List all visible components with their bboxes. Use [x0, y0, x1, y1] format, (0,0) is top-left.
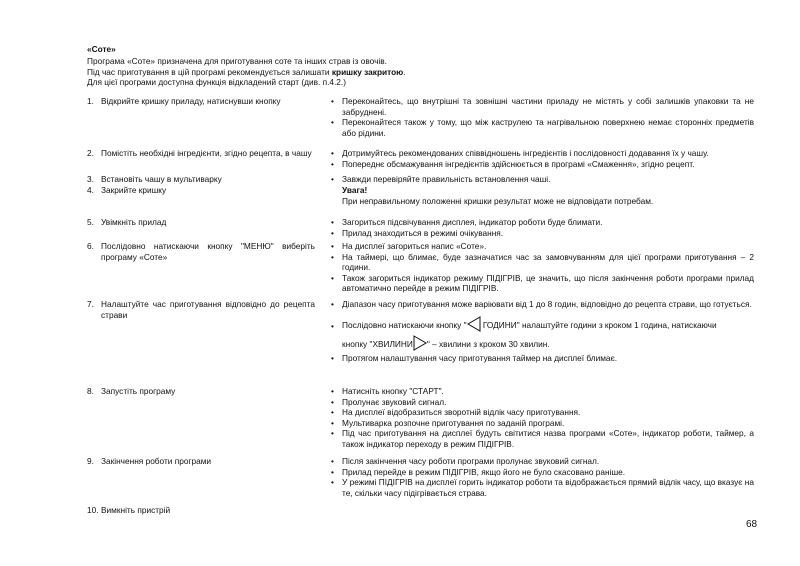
- list-item: • Пролунає звуковий сигнал.: [331, 397, 754, 408]
- step-text: Помістіть необхідні інгредієнти, згідно рецепта, в чашу: [101, 148, 312, 158]
- intro-paragraph: [87, 56, 747, 88]
- step-number: 6.: [87, 241, 94, 251]
- steps-table: [87, 96, 752, 517]
- list-item: • Прилад перейде в режим ПІДІГРІВ, якщо його не було скасовано раніше.: [331, 467, 754, 478]
- step-number: 1.: [87, 96, 94, 106]
- list-item: • Переконайтеся також у тому, що між каструлею та нагрівальною поверхнею немає сторонніх предметів або рідини.: [331, 117, 754, 138]
- step-number: 2.: [87, 148, 94, 158]
- step-row-8: [87, 386, 752, 456]
- list-item: • Після закінчення часу роботи програми пролунає звуковий сигнал.: [331, 456, 754, 467]
- step-row-5: [87, 217, 752, 241]
- step-text: Налаштуйте час приготування відповідно до рецепта страви: [101, 299, 315, 320]
- intro-line-2: [87, 67, 747, 78]
- step-text: Відкрийте кришку приладу, натиснувши кнопку: [101, 96, 281, 106]
- intro-line-2-bold: кришку закритою: [331, 66, 404, 77]
- step-text: Закінчення роботи програми: [101, 456, 212, 466]
- list-item: • Під час приготування на дисплеї будуть світитися назва програми «Соте», індикатор роботи, таймер, а також індикатор переходу в режим ПІДІГРІВ.: [331, 428, 754, 449]
- step-row-1: [87, 96, 752, 148]
- step-row-9: [87, 456, 752, 505]
- list-item: • Загориться підсвічування дисплея, індикатор роботи буде блимати.: [331, 217, 754, 228]
- triangle-left-icon: [467, 316, 481, 332]
- step-number: 3.: [87, 174, 94, 184]
- step-text: Встановіть чашу в мультиварку: [101, 174, 222, 184]
- list-item: • На дисплеї загориться напис «Соте».: [331, 241, 754, 252]
- intro-line-1: Програма «Соте» призначена для приготування соте та інших страв із овочів.: [87, 56, 387, 66]
- intro-line-2-text: Під час приготування в цій програмі рекомендується залишати: [87, 66, 332, 77]
- intro-line-2-end: .: [403, 66, 406, 77]
- step-row-3: [87, 174, 752, 185]
- section-title: «Соте»: [87, 44, 116, 54]
- step-number: 9.: [87, 456, 94, 466]
- step-number: 7.: [87, 299, 94, 309]
- step-text: Вимкніть пристрій: [101, 505, 171, 515]
- step-row-7: [87, 299, 752, 386]
- list-item-hours: • Послідовно натискаючи кнопку " ГОДИНИ" налаштуйте години з кроком 1 година, натискаючи кнопку "ХВИЛИНИ " – хвилини з кроком 30 хвилин.: [331, 315, 754, 353]
- warning-title: Увага!: [342, 185, 368, 195]
- list-item: • Переконайтесь, що внутрішні та зовнішні частини приладу не містять у собі залишків упаковки та не забруднені.: [331, 96, 754, 117]
- step-number: 8.: [87, 386, 94, 396]
- intro-line-3: Для цієї програми доступна функція відкладений старт (див. п.4.2.): [87, 77, 346, 88]
- list-item: • Натисніть кнопку "СТАРТ".: [331, 386, 754, 397]
- list-item: • Діапазон часу приготування може варіювати від 1 до 8 годин, відповідно до рецепта страви, що готується.: [331, 299, 754, 310]
- step-row-10: [87, 505, 752, 517]
- list-item: • Протягом налаштування часу приготування таймер на дисплеї блимає.: [331, 353, 754, 364]
- warning-text: При неправильному положенні кришки результат може не відповідати потребам.: [342, 195, 654, 206]
- step-number: 4.: [87, 185, 94, 195]
- list-item: • Дотримуйтесь рекомендованих співвідношень інгредієнтів і послідовності додавання їх у чашу.: [331, 148, 754, 159]
- step-text: Послідовно натискаючи кнопку "МЕНЮ" виберіть програму «Соте»: [101, 241, 315, 262]
- step-text: Запустіть програму: [101, 386, 176, 396]
- step-text: Увімкніть прилад: [101, 217, 167, 227]
- list-item: • Завжди перевіряйте правильність встановлення чаші.: [331, 174, 754, 185]
- list-item: • Мультиварка розпочне приготування по заданій програмі.: [331, 418, 754, 429]
- list-item: • У режимі ПІДІГРІВ на дисплеї горить індикатор роботи та відображається прямий відлік часу, що вказує на те, скільки часу підігрівається страва.: [331, 477, 754, 498]
- page-number: 68: [746, 519, 758, 530]
- step-number: 5.: [87, 217, 94, 227]
- step-row-4: [87, 185, 752, 217]
- list-item: • Прилад знаходиться в режимі очікування.: [331, 228, 754, 239]
- step-row-2: [87, 148, 752, 174]
- list-item: • На таймері, що блимає, буде зазначатися час за замовчуванням для цієї програми приготування – 2 години.: [331, 252, 754, 273]
- step-row-6: [87, 241, 752, 299]
- triangle-right-icon: [413, 335, 427, 351]
- list-item: • Попереднє обсмажування інгредієнтів здійснюється в програмі «Смаження», згідно рецепт.: [331, 159, 754, 170]
- list-item: • Також загориться індикатор режиму ПІДІГРІВ, це значить, що після закінчення роботи програми прилад автоматично перейде в режим ПІДІГРІВ.: [331, 273, 754, 294]
- step-number: 10.: [87, 505, 99, 515]
- list-item: • На дисплеї відобразиться зворотній відлік часу приготування.: [331, 407, 754, 418]
- step-text: Закрийте кришку: [101, 185, 167, 195]
